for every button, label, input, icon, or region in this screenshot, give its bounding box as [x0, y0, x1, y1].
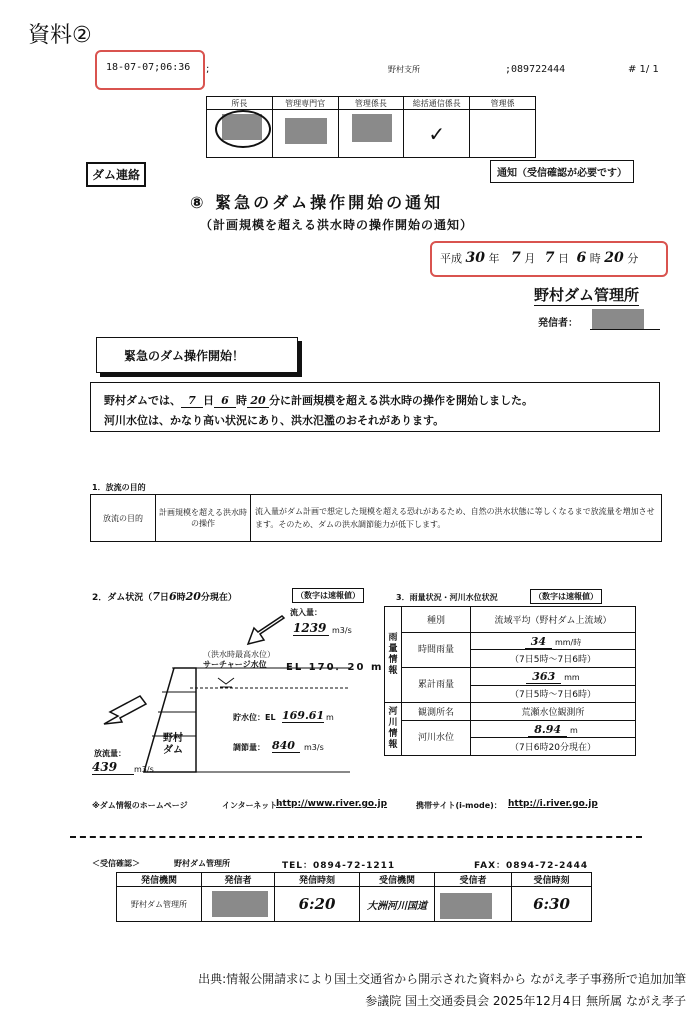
date-day: 7: [544, 250, 555, 266]
receipt-header: ＜受信確認＞: [92, 859, 140, 868]
message-text: 時: [236, 394, 247, 407]
mobile-label: 携帯サイト(i-mode)：: [416, 801, 502, 810]
fax-timestamp: 18-07-07;06:36: [106, 62, 191, 73]
total-rain-value: 363: [526, 670, 561, 684]
storage-label: 貯水位：EL: [233, 713, 276, 722]
river-level-unit: m: [569, 725, 578, 735]
date-day-unit: 日: [557, 252, 569, 265]
office-name: 野村ダム管理所: [534, 286, 640, 304]
hourly-rain-range: （7日5時～7日6時）: [471, 650, 636, 668]
river-info-header: 河川情報: [385, 703, 402, 756]
flood-level-note: （洪水時最高水位）: [203, 650, 275, 659]
redacted-stamp: [285, 118, 327, 144]
message-day: 7: [181, 394, 203, 408]
redacted-sender: [592, 309, 644, 329]
approval-check: ✓: [404, 110, 470, 158]
cut-line: [70, 836, 642, 838]
receipt-col-header: 受信者: [435, 873, 512, 887]
total-rain-label: 累計雨量: [402, 667, 471, 702]
redacted-receipt-receiver: [440, 893, 492, 919]
dam-label: 野村ダム: [163, 733, 183, 756]
section2-minute: 20: [185, 590, 201, 603]
purpose-type: 計画規模を超える洪水時の操作: [156, 495, 251, 542]
inflow-label: 流入量：: [290, 608, 322, 617]
station-value: 荒瀬水位観測所: [471, 703, 636, 721]
title-main: ⑧ 緊急のダム操作開始の通知: [190, 193, 444, 212]
river-level-time: （7日6時20分現在）: [471, 738, 636, 756]
approval-header: 所長: [207, 97, 273, 110]
date-minute: 20: [604, 250, 624, 266]
date-minute-unit: 分: [627, 252, 639, 265]
inflow-unit: m3/s: [332, 626, 352, 635]
emergency-heading: 緊急のダム操作開始！: [124, 349, 245, 363]
hourly-rain-value: 34: [525, 635, 552, 649]
date-year: 30: [465, 250, 485, 266]
date-era: 平成: [440, 252, 462, 265]
receipt-tel: TEL：0894-72-1211: [282, 861, 396, 871]
section2-hour: 6: [168, 590, 177, 603]
fax-page: # 1/ 1: [628, 64, 659, 75]
inflow-value: 1239: [293, 621, 329, 636]
date-year-unit: 年: [488, 252, 500, 265]
purpose-label: 放流の目的: [91, 495, 156, 542]
sender-label: 発信者：: [538, 318, 578, 329]
fax-sender: 野村支所: [388, 65, 420, 74]
surcharge-value: EL 170．20 m: [286, 662, 384, 673]
receipt-receiver-org: 大洲河川国道: [360, 887, 435, 922]
receipt-fax: FAX：0894-72-2444: [474, 861, 589, 871]
mobile-link[interactable]: http://i.river.go.jp: [508, 799, 598, 809]
message-hour: 6: [214, 394, 236, 408]
approval-header: 管理専門官: [272, 97, 338, 110]
message-line-2: 河川水位は、かなり高い状況にあり、洪水氾濫のおそれがあります。: [104, 414, 445, 427]
col-type: 種別: [402, 607, 471, 633]
regulation-label: 調節量：: [233, 743, 265, 752]
section3-badge: （数字は速報値）: [530, 589, 602, 604]
footer-meeting: 参議院 国土交通委員会 2025年12月4日 無所属 ながえ孝子: [365, 994, 686, 1008]
date-month-unit: 月: [524, 252, 536, 265]
dam-contact-label: ダム連絡: [86, 162, 146, 187]
outflow-value: 439: [92, 760, 134, 775]
receipt-time-sent: 6:20: [275, 887, 360, 922]
document-label: 資料②: [28, 23, 92, 48]
message-text: 分に計画規模を超える洪水時の操作を開始しました。: [269, 394, 533, 407]
receipt-table: [116, 872, 592, 922]
outflow-unit: m3/s: [134, 765, 154, 774]
notice-badge: 通知（受信確認が必要です）: [490, 160, 634, 183]
section2-title: [92, 590, 237, 603]
rain-info-header: 雨量情報: [385, 607, 402, 703]
message-minute: 20: [247, 394, 269, 408]
regulation-value: 840: [272, 739, 300, 753]
receipt-col-header: 発信者: [202, 873, 275, 887]
section2-text: 分現在）: [200, 593, 237, 603]
total-rain-cell: [471, 667, 636, 685]
receipt-time-received: 6:30: [512, 887, 592, 922]
section2-text: 時: [176, 593, 186, 603]
section2-text: 日: [159, 593, 169, 603]
internet-label: インターネット：: [222, 801, 286, 810]
fax-number: ;089722444: [505, 64, 566, 75]
hourly-rain-unit: mm/時: [554, 637, 582, 647]
approval-header: 管理係: [470, 97, 536, 110]
stamp-circle: [215, 110, 271, 148]
receipt-office: 野村ダム管理所: [174, 859, 230, 868]
col-basin-average: 流域平均（野村ダム上流域）: [471, 607, 636, 633]
river-level-label: 河川水位: [402, 720, 471, 755]
surcharge-label: サーチャージ水位: [203, 660, 267, 669]
station-label: 観測所名: [402, 703, 471, 721]
receipt-col-header: 受信時刻: [512, 873, 592, 887]
message-line-1: [104, 392, 533, 408]
message-text: 野村ダムでは、: [104, 394, 181, 407]
redacted-stamp: [352, 114, 392, 142]
receipt-col-header: 発信機関: [117, 873, 202, 887]
section2-badge: （数字は速報値）: [292, 588, 364, 603]
receipt-col-header: 受信機関: [360, 873, 435, 887]
outflow-label: 放流量：: [94, 749, 126, 758]
internet-link[interactable]: http://www.river.go.jp: [276, 799, 388, 809]
message-text: 日: [203, 394, 214, 407]
approval-header: 管理係長: [338, 97, 404, 110]
date-month: 7: [510, 250, 521, 266]
web-label: ※ダム情報のホームページ: [92, 801, 188, 810]
river-level-value: 8.94: [528, 723, 567, 737]
section2-day: 7: [152, 590, 160, 603]
purpose-description: 流入量がダム計画で想定した規模を超える恐れがあるため、自然の洪水状態に等しくなるまで放流量を増加させます。そのため、ダムの洪水調節能力が低下します。: [251, 495, 662, 542]
footer-source: 出典:情報公開請求により国土交通省から開示された資料から ながえ孝子事務所で追加加筆: [198, 972, 686, 986]
regulation-unit: m3/s: [304, 743, 324, 752]
redacted-receipt-sender: [212, 891, 268, 917]
hourly-rain-label: 時間雨量: [402, 632, 471, 667]
hourly-rain-cell: [471, 632, 636, 650]
approval-cell: [470, 110, 536, 158]
title-sub: （計画規模を超える洪水時の操作開始の通知）: [200, 218, 474, 232]
total-rain-unit: mm: [564, 672, 580, 682]
date-hour: 6: [576, 250, 587, 266]
date-hour-unit: 時: [589, 252, 601, 265]
date-line: [440, 250, 638, 266]
section2-text: 2．ダム状況（: [92, 593, 153, 603]
receipt-org: 野村ダム管理所: [117, 887, 202, 922]
section1-title: 1．放流の目的: [92, 483, 146, 492]
storage-value: 169.61: [282, 709, 325, 722]
section3-title: 3．雨量状況・河川水位状況: [396, 593, 498, 602]
receipt-col-header: 発信時刻: [275, 873, 360, 887]
purpose-table: [90, 494, 662, 542]
rain-river-table: [384, 606, 636, 756]
total-rain-range: （7日5時～7日6時）: [471, 685, 636, 703]
fax-separator: ;: [206, 64, 210, 75]
approval-header: 総括通信係長: [404, 97, 470, 110]
inflow-arrow-icon: [244, 612, 288, 648]
sender-underline: [590, 329, 660, 330]
storage-unit: m: [326, 713, 334, 722]
river-level-cell: [471, 720, 636, 738]
